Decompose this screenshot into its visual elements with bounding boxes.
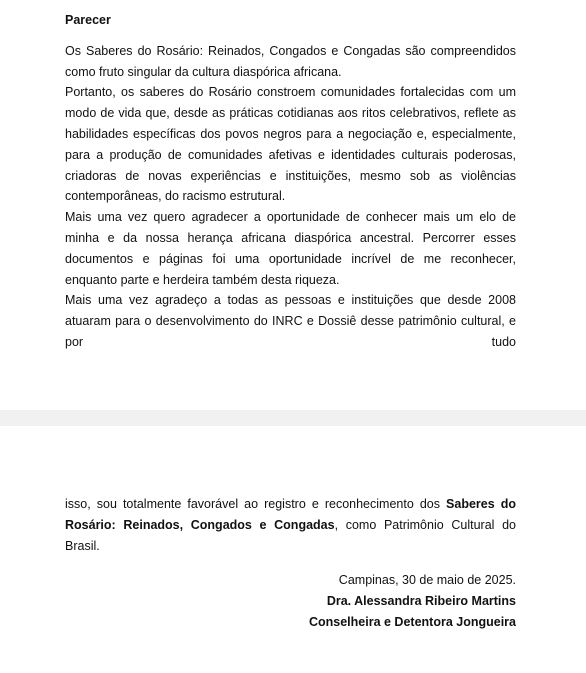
paragraph-3: Mais uma vez quero agradecer a oportunidade de conhecer mais um elo de minha e da nossa herança africana diaspórica ancestral. Percorrer esses documentos e páginas foi uma oportunidade incrível de me reconhecer, enquanto parte e herdeira também desta riqueza. bbox=[65, 210, 516, 287]
paragraph-continuation bbox=[65, 494, 516, 556]
continuation-text: isso, sou totalmente favorável ao registro e reconhecimento dos bbox=[65, 497, 447, 511]
page-1-content bbox=[65, 10, 516, 353]
signature-place-date: Campinas, 30 de maio de 2025. bbox=[338, 573, 516, 588]
page-2 bbox=[0, 426, 586, 673]
document-heading: Parecer bbox=[65, 13, 111, 27]
continuation-bold-text: Saberes do Rosário: Reinados, Congados e Congadas bbox=[65, 497, 516, 532]
page-break bbox=[0, 410, 586, 426]
paragraph-1: Os Saberes do Rosário: Reinados, Congados e Congadas são compreendidos como fruto singular da cultura diaspórica africana. bbox=[65, 43, 516, 79]
paragraph-4: Mais uma vez agradeço a todas as pessoas e instituições que desde 2008 atuaram para o desenvolvimento do INRC e Dossiê desse patrimônio cultural, e por tudo bbox=[65, 293, 516, 349]
signature-name: Dra. Alessandra Ribeiro Martins bbox=[326, 594, 516, 609]
page-2-content bbox=[65, 494, 516, 633]
signature-role: Conselheira e Detentora Jongueira bbox=[308, 614, 516, 629]
continuation-end-text: , como Patrimônio Cultural do Brasil. bbox=[65, 517, 516, 553]
paragraph-2: Portanto, os saberes do Rosário constroem comunidades fortalecidas com um modo de vida que, desde as práticas cotidianas aos ritos celebrativos, reflete as habilidades específicas dos povos negros para a negociação e, especialmente, para a produção de comunidades afetivas e identidades culturais poderosas, criadoras de novas experiências e instituições, mesmo sob as violências contemporâneas, do racismo estrutural. bbox=[65, 85, 516, 204]
